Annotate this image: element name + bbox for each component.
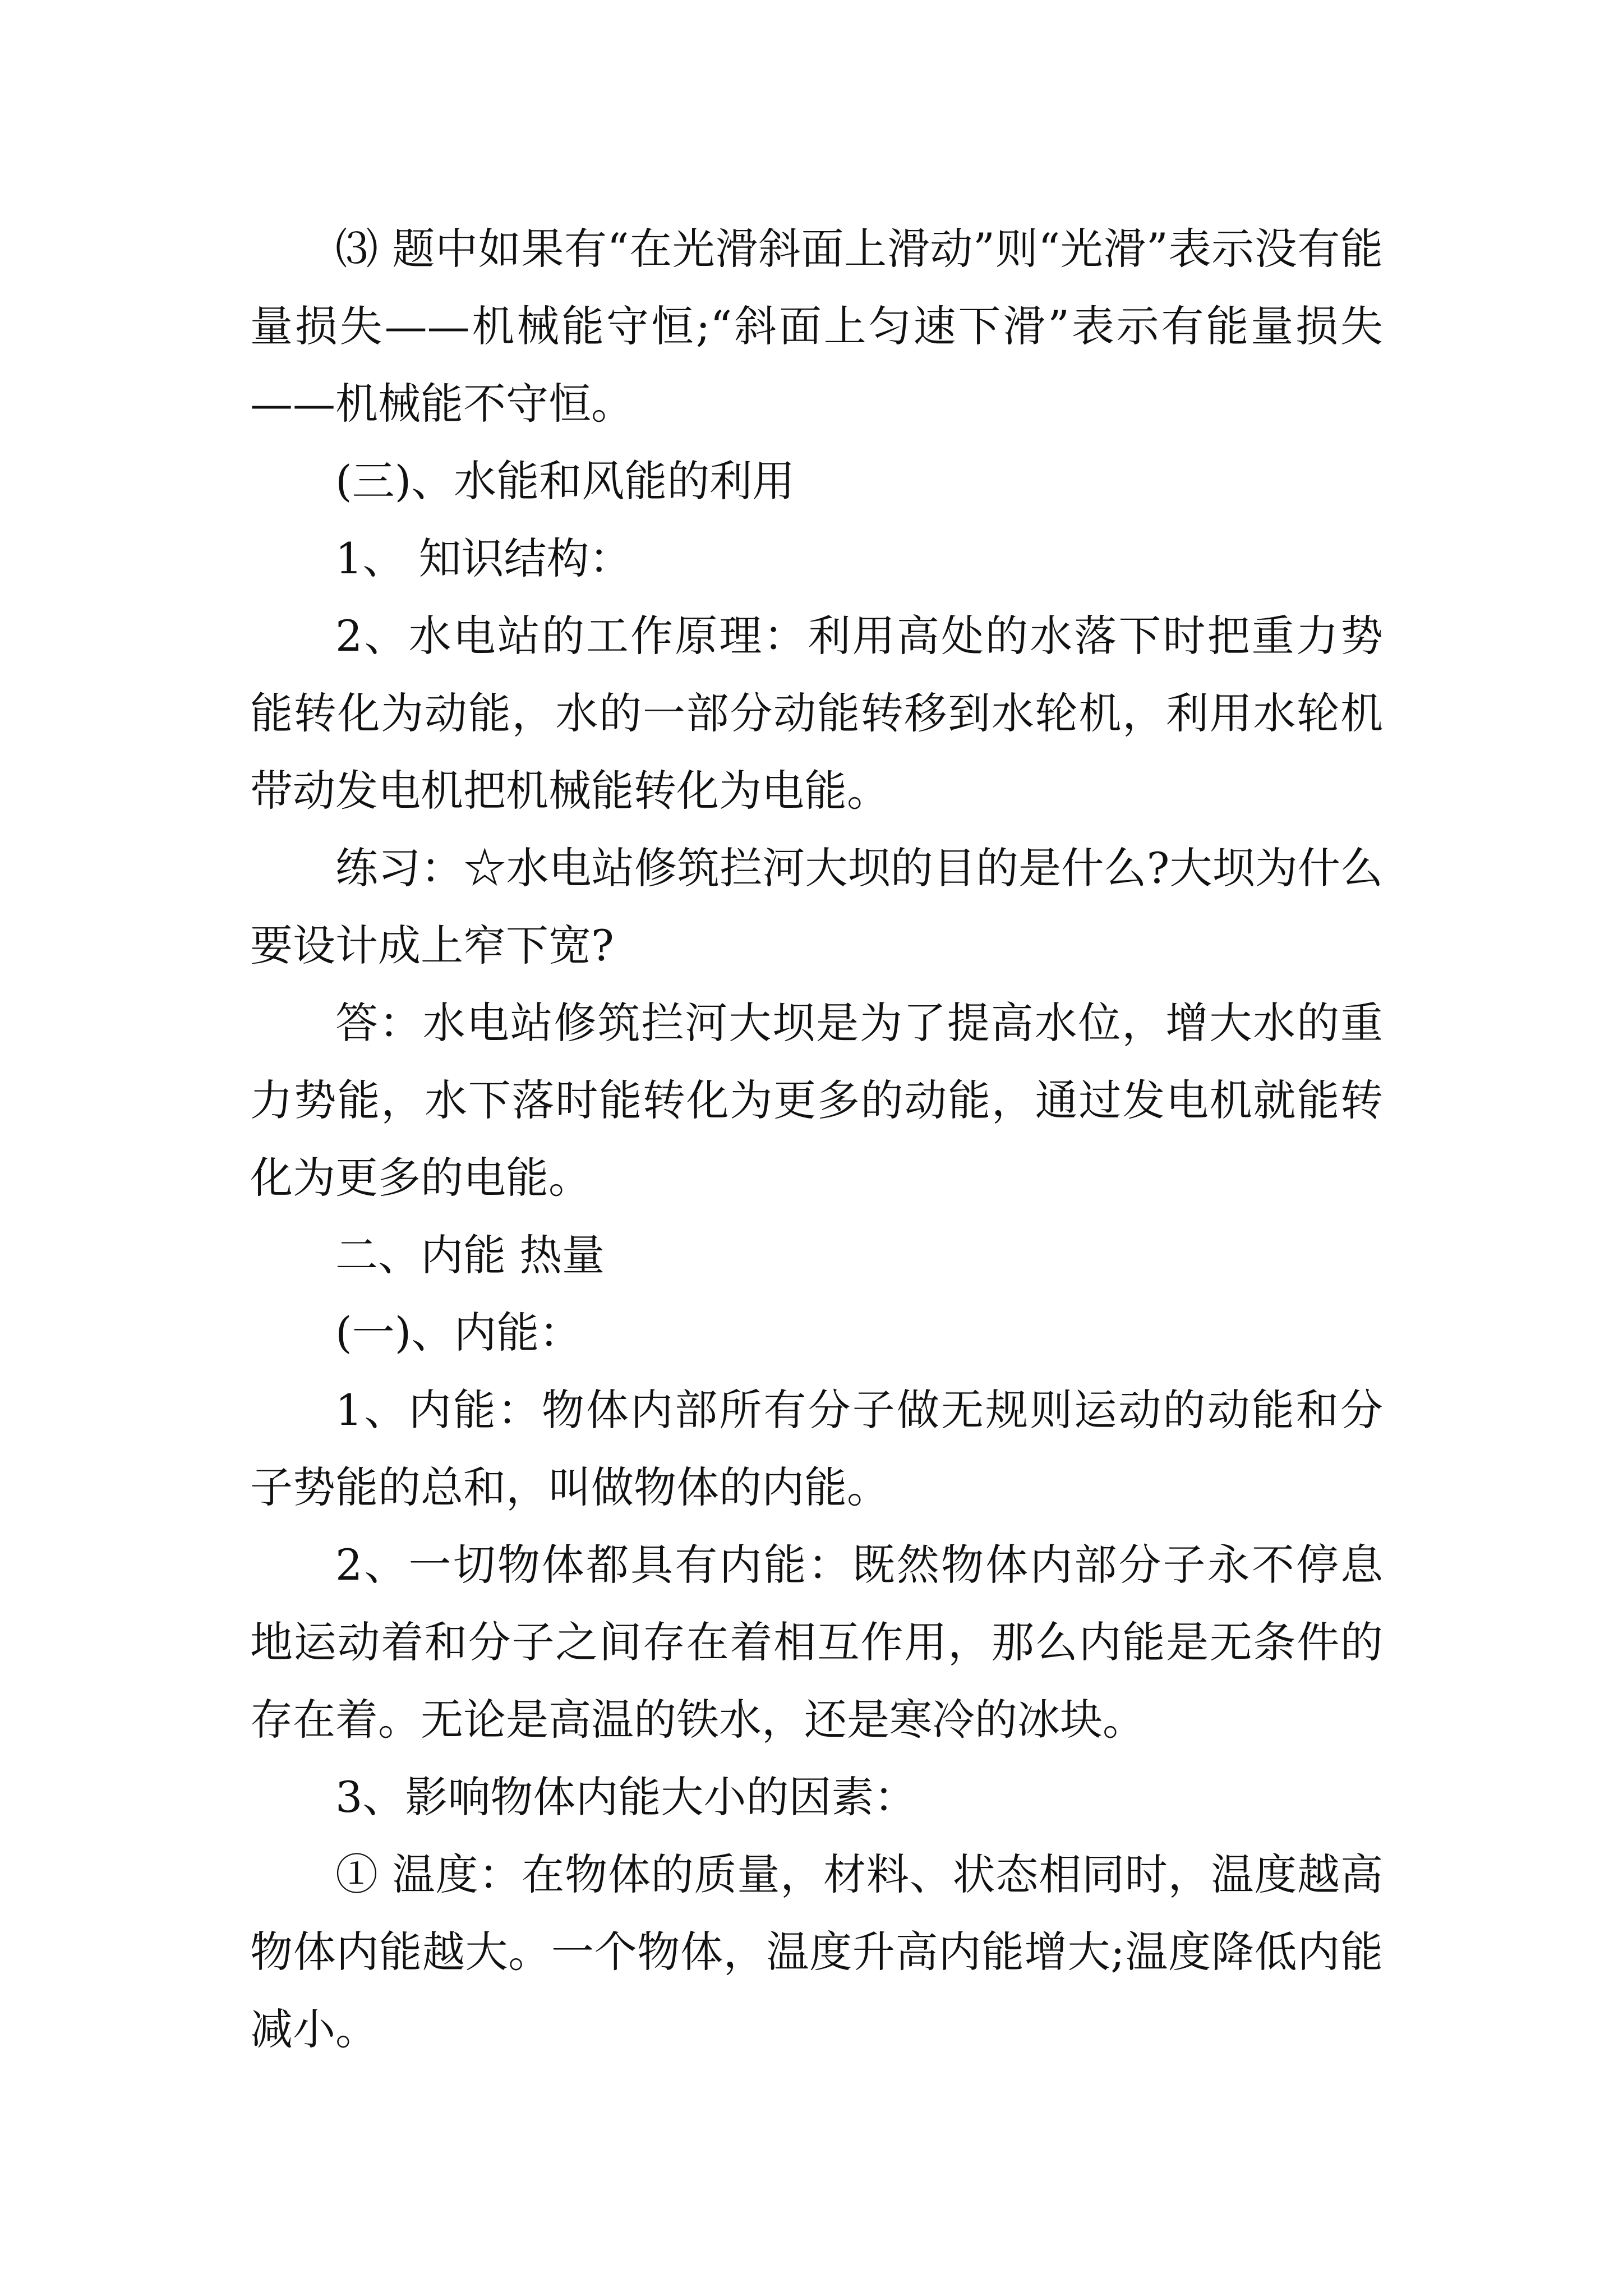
paragraph-temperature-factor: ① 温度：在物体的质量，材料、状态相同时，温度越高物体内能越大。一个物体，温度升高内能增大;温度降低内能减小。 [250, 1849, 1383, 2054]
paragraph-knowledge-structure: 1、 知识结构： [335, 533, 632, 583]
paragraph-exercise-answer: 答：水电站修筑拦河大坝是为了提高水位，增大水的重力势能，水下落时能转化为更多的动能，通过发电机就能转化为更多的电能。 [250, 998, 1383, 1203]
paragraph-hydropower-principle: 2、水电站的工作原理：利用高处的水落下时把重力势能转化为动能，水的一部分动能转移到水轮机，利用水轮机带动发电机把机械能转化为电能。 [250, 611, 1383, 816]
paragraph-all-objects-have-internal-energy: 2、一切物体都具有内能：既然物体内部分子永不停息地运动着和分子之间存在着相互作用，那么内能是无条件的存在着。无论是高温的铁水，还是寒冷的冰块。 [250, 1540, 1383, 1745]
paragraph-mechanical-energy-note: ⑶ 题中如果有“在光滑斜面上滑动”则“光滑”表示没有能量损失——机械能守恒;“斜面上匀速下滑”表示有能量损失——机械能不守恒。 [250, 224, 1383, 429]
heading-internal-energy: (一)、内能： [335, 1308, 582, 1358]
paragraph-factors-heading: 3、影响物体内能大小的因素： [335, 1772, 917, 1822]
paragraph-internal-energy-definition: 1、内能：物体内部所有分子做无规则运动的动能和分子势能的总和，叫做物体的内能。 [250, 1385, 1383, 1512]
heading-water-wind-energy: (三)、水能和风能的利用 [335, 456, 795, 506]
document-page [250, 210, 1383, 2068]
heading-internal-energy-heat: 二、内能 热量 [335, 1230, 605, 1280]
paragraph-exercise-question: 练习：☆水电站修筑拦河大坝的目的是什么?大坝为什么要设计成上窄下宽? [250, 843, 1383, 970]
